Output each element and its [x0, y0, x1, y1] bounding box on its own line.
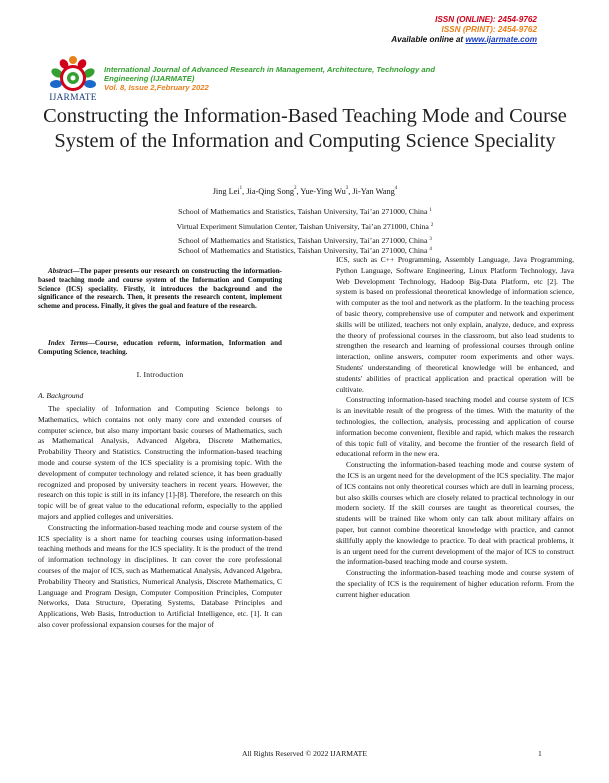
right-column-body: [336, 255, 574, 601]
index-terms-text: —Course, education reform, information, Information and Computing Science, teaching.: [38, 339, 282, 356]
author-name: Yue-Ying Wu: [300, 187, 346, 196]
journal-name-line2: Engineering (IJARMATE): [104, 74, 195, 84]
journal-website-link[interactable]: www.ijarmate.com: [465, 35, 537, 44]
abstract-text: —The paper presents our research on constructing the information-based teaching mode and course system of the Information and Computing Science (ICS) speciality. Firstly, it introduces the background and the significance of the research. Then, it presents the research content, implement scheme and process. Finally, it gives the goal and feature of the research.: [38, 267, 282, 311]
left-column-body: [38, 404, 282, 631]
index-terms-label: Index Terms: [48, 339, 88, 347]
logo-text: IJARMATE: [49, 93, 97, 103]
affiliation: Virtual Experiment Simulation Center, Taishan University, Tai’an 271000, China $^2$: [176, 222, 434, 231]
available-prefix: Available online at: [391, 35, 466, 44]
affiliation: School of Mathematics and Statistics, Taishan University, Tai’an 271000, China $^1$: [178, 207, 432, 216]
issn-online: ISSN (ONLINE): 2454-9762: [435, 15, 537, 24]
page-footer: All Rights Reserved © 2022 IJARMATE: [242, 749, 367, 758]
body-paragraph: ICS, such as C++ Programming, Assembly Language, Java Programming, Python Language, Software Engineering, Linux Platform Technology, Java Web Development Technology, Hadoop Big-Data Platform, etc [2]. The system is based on professional theoretical knowledge of information science, with computer as the tool and network as the platform. In the teaching process of basic theory, comprehensive use of computer and network and experiment skills will be utilized, teachers not only explain, analyze, deduce, and express the theory of professional courses in the classroom, but also lead students to strengthen the research and learning of professional courses through online interaction, online answers, computer room experiments and other ways. Students' understanding of theoretical knowledge will be enhanced, and students' abilities of practical application and practical operation will be cultivate.: [336, 255, 574, 394]
author-name: Jing Lei: [212, 187, 240, 196]
abstract: [38, 267, 282, 311]
issn-print: ISSN (PRINT): 2454-9762: [441, 25, 537, 34]
available-online: [391, 35, 537, 45]
body-paragraph: Constructing the information-based teaching mode and course system of the ICS speciality is a short name for teaching courses using information-based teaching methods and means for the ICS speciality. It is the product of the trend of information technology in disciplines. It can cover the core professional courses of the major of ICS, such as Mathematical Analysis, Advanced Algebra, Probability Theory and Statistics, Numerical Analysis, Discrete Mathematics, C Language and Program Design, Computer Composition Principles, Computer Networks, Data Structure, Operating Systems, Database Principles and Applications, Web Basis, Introduction to Artificial Intelligence, etc. [1]. It can also cover professional expansion courses for the major of: [38, 522, 282, 629]
author-name: Ji-Yan Wang: [352, 187, 395, 196]
journal-issue: Vol. 8, Issue 2,February 2022: [104, 83, 209, 93]
body-paragraph: Constructing the information-based teaching mode and course system of the ICS is an urgent need for the development of the ICS speciality. The major of ICS contains not only theoretical courses which are dull in learning process, but also skills courses which are closely related to practical technology in our modern society. If the skill courses are taught as theoretical courses, the students will be trained like whom only can talk about military affairs on paper, but cannot combine theoretical knowledge with practice, and cannot skillfully apply the knowledge to practice. To deal with practical problems, it is an urgent need for the current development of the major of ICS to construct the information-based teaching mode and course system.: [336, 460, 574, 567]
abstract-label: Abstract: [48, 267, 73, 275]
journal-name-line1: International Journal of Advanced Research in Management, Architecture, Technology and: [104, 65, 436, 74]
journal-header: [104, 65, 484, 93]
body-paragraph: Constructing the information-based teaching mode and course system of the speciality of ICS is the requirement of higher education reform. From the current higher education: [336, 568, 574, 599]
body-paragraph: Constructing information-based teaching model and course system of ICS is an inevitable result of the progress of the times. With the maturity of the technologies, the collection, analysis, processing and application of course information become convenient, flexible and rapid, which makes the research of this topic full of vitality, and become the frontier of the research field of educational reform in the new era.: [336, 395, 574, 459]
paper-title: Constructing the Information-Based Teaching Mode and Course System of the Information and Computing Science Speciality: [43, 105, 567, 152]
affiliation: School of Mathematics and Statistics, Taishan University, Tai’an 271000, China $^3$: [178, 236, 432, 245]
subsection-heading: A. Background: [38, 391, 84, 400]
author-name: Jia-Qing Song: [246, 187, 295, 196]
affiliation: School of Mathematics and Statistics, Taishan University, Tai’an 271000, China $^4$: [178, 246, 432, 255]
author-list: Jing Lei$^1$, Jia-Qing Song$^2$, Yue-Ying Wu$^3$, Ji-Yan Wang$^4$: [212, 186, 398, 196]
page-number: 1: [538, 749, 542, 758]
body-paragraph: The speciality of Information and Computing Science belongs to Mathematics, which contains not only many core and extended courses of computer science, but also many important basic courses of Mathematics, such as Mathematical Analysis, Advanced Algebra, Discrete Mathematics, Probability Theory and Statistics. Constructing the information-based teaching mode and course system of the ICS speciality is a promising topic. With the development of computer technology and related science, it has been gradually recognized and proposed by university teachers in recent years. However, the research on this topic is still in its infancy [1]-[8]. Therefore, the research on this topic will be of great value to the educational reform, especially to the applied majors and applied colleges and universities.: [38, 404, 282, 521]
index-terms: [38, 339, 282, 357]
section-heading: I. Introduction: [136, 370, 184, 379]
